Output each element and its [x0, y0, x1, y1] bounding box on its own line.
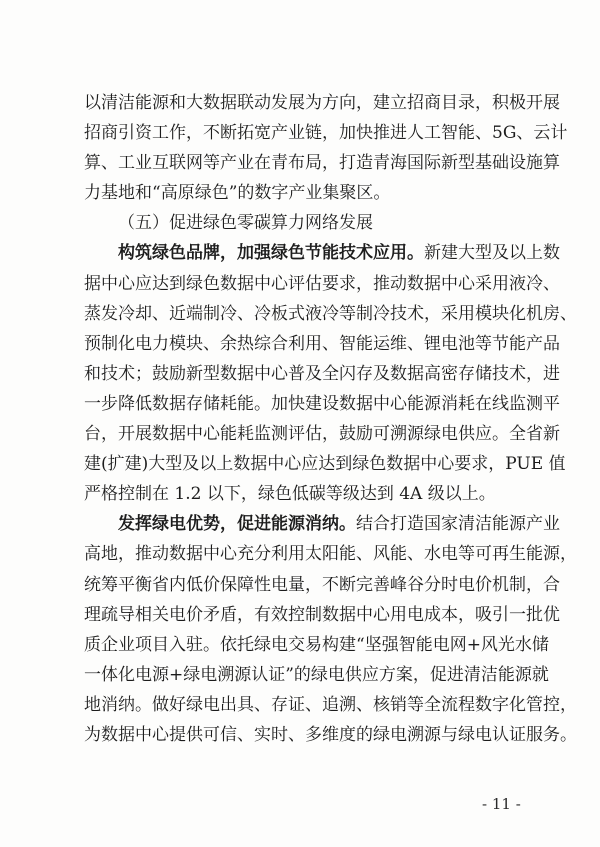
paragraph3-line: 理疏导相关电价矛盾，有效控制数据中心用电成本，吸引一批优: [84, 605, 560, 625]
paragraph2-line: 蒸发冷却、近端制冷、冷板式液冷等制冷技术，采用模块化机房、: [84, 304, 577, 324]
paragraph2-bold-lead: 构筑绿色品牌，加强绿色节能技术应用。: [118, 243, 424, 263]
paragraph2-line: 和技术；鼓励新型数据中心普及全闪存及数据高密存储技术，进: [84, 364, 560, 384]
paragraph2-line: 一步降低数据存储耗能。加快建设数据中心能源消耗在线监测平: [84, 394, 560, 414]
paragraph3-line: 地消纳。做好绿电出具、存证、追溯、核销等全流程数字化管控，: [84, 695, 577, 715]
paragraph1-line: 力基地和“高原绿色”的数字产业集聚区。: [84, 183, 391, 203]
paragraph2-first-line: [118, 243, 560, 263]
paragraph1-line: 以清洁能源和大数据联动发展为方向，建立招商目录，积极开展: [84, 93, 560, 113]
paragraph2-line: 台，开展数据中心能耗监测评估，鼓励可溯源绿电供应。全省新: [84, 424, 560, 444]
paragraph1-line: 算、工业互联网等产业在青布局，打造青海国际新型基础设施算: [84, 153, 560, 173]
paragraph3-line: 为数据中心提供可信、实时、多维度的绿电溯源与绿电认证服务。: [84, 725, 577, 745]
paragraph3-first-line-rest: 结合打造国家清洁能源产业: [356, 514, 560, 534]
paragraph2-line: 预制化电力模块、余热综合利用、智能运维、锂电池等节能产品: [84, 334, 560, 354]
paragraph2-first-line-rest: 新建大型及以上数: [424, 243, 560, 263]
paragraph3-first-line: [118, 514, 560, 534]
page-number: - 11 -: [482, 795, 521, 813]
paragraph2-line: 据中心应达到绿色数据中心评估要求，推动数据中心采用液冷、: [84, 274, 560, 294]
paragraph3-line: 统筹平衡省内低价保障性电量，不断完善峰谷分时电价机制，合: [84, 575, 560, 595]
paragraph2-line: 建(扩建)大型及以上数据中心应达到绿色数据中心要求，PUE 值: [84, 454, 566, 474]
paragraph1-line: 招商引资工作，不断拓宽产业链，加快推进人工智能、5G、云计: [84, 123, 568, 143]
paragraph3-line: 高地，推动数据中心充分利用太阳能、风能、水电等可再生能源，: [84, 544, 577, 564]
paragraph3-bold-lead: 发挥绿电优势，促进能源消纳。: [118, 514, 356, 534]
paragraph2-line: 严格控制在 1.2 以下，绿色低碳等级达到 4A 级以上。: [84, 484, 496, 504]
paragraph3-line: 质企业项目入驻。依托绿电交易构建“坚强智能电网+风光水储: [84, 635, 549, 655]
section-heading: （五）促进绿色零碳算力网络发展: [118, 213, 373, 233]
paragraph3-line: 一体化电源+绿电溯源认证”的绿电供应方案，促进清洁能源就: [84, 665, 549, 685]
